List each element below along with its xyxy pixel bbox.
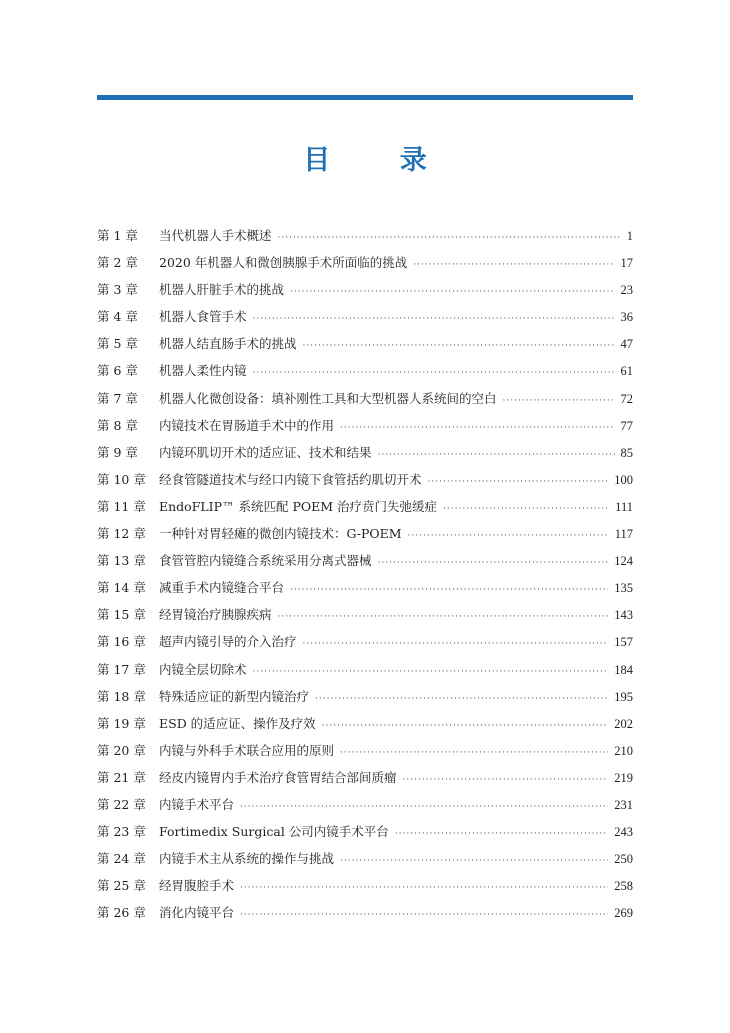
dot-leader [378,442,615,469]
dot-leader [315,686,608,713]
dot-leader [443,496,609,523]
toc-entry[interactable] [97,601,633,628]
chapter-title: 机器人化微创设备：填补刚性工具和大型机器人系统间的空白 [159,390,497,406]
page-number: 184 [614,662,633,677]
chapter-title: 机器人肝脏手术的挑战 [159,282,285,298]
toc-entry[interactable] [97,520,633,547]
toc-entry[interactable] [97,628,633,655]
chapter-number: 第 5 章 [97,336,138,352]
chapter-title: Fortimedix Surgical 公司内镜手术平台 [159,824,389,840]
chapter-title: 食管管腔内镜缝合系统采用分离式器械 [159,553,372,569]
page-number: 1 [626,229,633,243]
chapter-number: 第 15 章 [97,607,146,623]
toc-entry[interactable] [97,737,633,764]
chapter-title: 内镜环肌切开术的适应证、技术和结果 [159,444,372,460]
toc-entry[interactable] [97,574,633,601]
dot-leader [303,631,609,658]
page-number: 143 [614,608,633,623]
page-number: 210 [614,743,633,758]
chapter-number: 第 24 章 [97,851,146,867]
chapter-number: 第 12 章 [97,526,146,542]
page-number: 23 [620,283,633,298]
dot-leader [290,577,608,604]
chapter-number: 第 11 章 [97,498,146,514]
chapter-number: 第 13 章 [97,553,146,569]
toc-entry[interactable] [97,439,633,466]
page-number: 135 [614,581,633,596]
chapter-title: EndoFLIP™ 系统匹配 POEM 治疗贲门失弛缓症 [159,498,438,514]
dot-leader [253,306,615,333]
dot-leader [322,713,609,740]
toc-entry[interactable] [97,710,633,737]
toc-entry[interactable] [97,872,633,899]
chapter-title: 经食管隧道技术与经口内镜下食管括约肌切开术 [159,471,422,487]
toc-entry[interactable] [97,276,633,303]
chapter-title: 经胃镜治疗胰腺疾病 [159,607,272,623]
page-number: 258 [614,879,633,894]
page-number: 17 [620,256,633,271]
toc-entry[interactable] [97,303,633,330]
dot-leader [253,360,615,387]
chapter-title: 消化内镜平台 [159,905,235,921]
dot-leader [240,902,608,929]
dot-leader [340,740,608,767]
chapter-title: 减重手术内镜缝合平台 [159,580,285,596]
dot-leader [428,469,609,496]
chapter-title: 内镜技术在胃肠道手术中的作用 [159,417,335,433]
toc-entry[interactable] [97,357,633,384]
chapter-number: 第 4 章 [97,309,138,325]
page-number: 250 [614,852,633,867]
page-number: 117 [614,527,633,542]
top-rule [97,95,633,100]
toc-entry[interactable] [97,656,633,683]
page-number: 36 [620,310,633,325]
dot-leader [240,794,608,821]
chapter-number: 第 19 章 [97,715,146,731]
toc-entry[interactable] [97,249,633,276]
chapter-number: 第 14 章 [97,580,146,596]
chapter-title: 一种针对胃轻瘫的微创内镜技术：G-POEM [159,526,402,542]
chapter-number: 第 3 章 [97,282,138,298]
toc-entry[interactable] [97,547,633,574]
chapter-title: 经胃腹腔手术 [159,878,235,894]
page-number: 269 [614,906,633,921]
page-number: 72 [620,391,633,406]
toc-entry[interactable] [97,385,633,412]
toc-entry[interactable] [97,791,633,818]
chapter-number: 第 17 章 [97,661,146,677]
chapter-number: 第 7 章 [97,390,138,406]
page-number: 243 [614,825,633,840]
chapter-number: 第 18 章 [97,688,146,704]
chapter-title: 超声内镜引导的介入治疗 [159,634,297,650]
page-number: 85 [620,445,633,460]
toc-entry[interactable] [97,222,633,249]
chapter-number: 第 23 章 [97,824,146,840]
page-number: 77 [620,418,633,433]
page-number: 47 [620,337,633,352]
page-number: 111 [615,499,633,514]
chapter-title: 机器人食管手术 [159,309,247,325]
page-number: 100 [614,472,633,487]
chapter-number: 第 16 章 [97,634,146,650]
dot-leader [403,767,609,794]
chapter-title: 内镜手术主从系统的操作与挑战 [159,851,335,867]
toc-entry[interactable] [97,764,633,791]
dot-leader [413,252,614,279]
chapter-title: 内镜手术平台 [159,796,235,812]
chapter-number: 第 21 章 [97,769,146,785]
chapter-number: 第 22 章 [97,796,146,812]
chapter-title: 特殊适应证的新型内镜治疗 [159,688,310,704]
page-number: 202 [614,716,633,731]
dot-leader [240,875,608,902]
dot-leader [303,333,615,360]
chapter-number: 第 2 章 [97,255,138,271]
dot-leader [278,604,609,631]
page-number: 195 [614,689,633,704]
dot-leader [278,225,621,252]
page-number: 61 [620,364,633,379]
dot-leader [253,659,609,686]
chapter-number: 第 20 章 [97,742,146,758]
chapter-number: 第 1 章 [97,228,138,243]
chapter-number: 第 8 章 [97,417,138,433]
page-number: 231 [614,797,633,812]
chapter-number: 第 10 章 [97,471,146,487]
chapter-title: ESD 的适应证、操作及疗效 [159,715,316,731]
chapter-title: 经皮内镜胃内手术治疗食管胃结合部间质瘤 [159,769,397,785]
chapter-title: 机器人结直肠手术的挑战 [159,336,297,352]
page-title: 目 录 [303,145,457,176]
toc-entry[interactable] [97,818,633,845]
page-number: 157 [614,635,633,650]
chapter-number: 第 25 章 [97,878,146,894]
chapter-title: 2020 年机器人和微创胰腺手术所面临的挑战 [159,255,408,271]
dot-leader [290,279,614,306]
toc-entry[interactable] [97,899,633,926]
chapter-number: 第 26 章 [97,905,146,921]
chapter-number: 第 9 章 [97,444,138,460]
dot-leader [395,821,608,848]
dot-leader [408,523,609,550]
toc-entry[interactable] [97,412,633,439]
chapter-title: 内镜与外科手术联合应用的原则 [159,742,335,758]
chapter-title: 内镜全层切除术 [159,661,247,677]
dot-leader [378,550,609,577]
table-of-contents [97,222,633,926]
chapter-number: 第 6 章 [97,363,138,379]
chapter-title: 当代机器人手术概述 [159,228,272,243]
page-number: 124 [614,554,633,569]
toc-entry[interactable] [97,845,633,872]
chapter-title: 机器人柔性内镜 [159,363,247,379]
toc-entry[interactable] [97,683,633,710]
toc-entry[interactable] [97,466,633,493]
dot-leader [340,848,608,875]
dot-leader [503,388,615,415]
toc-entry[interactable] [97,330,633,357]
page-number: 219 [614,770,633,785]
toc-entry[interactable] [97,493,633,520]
dot-leader [340,415,614,442]
